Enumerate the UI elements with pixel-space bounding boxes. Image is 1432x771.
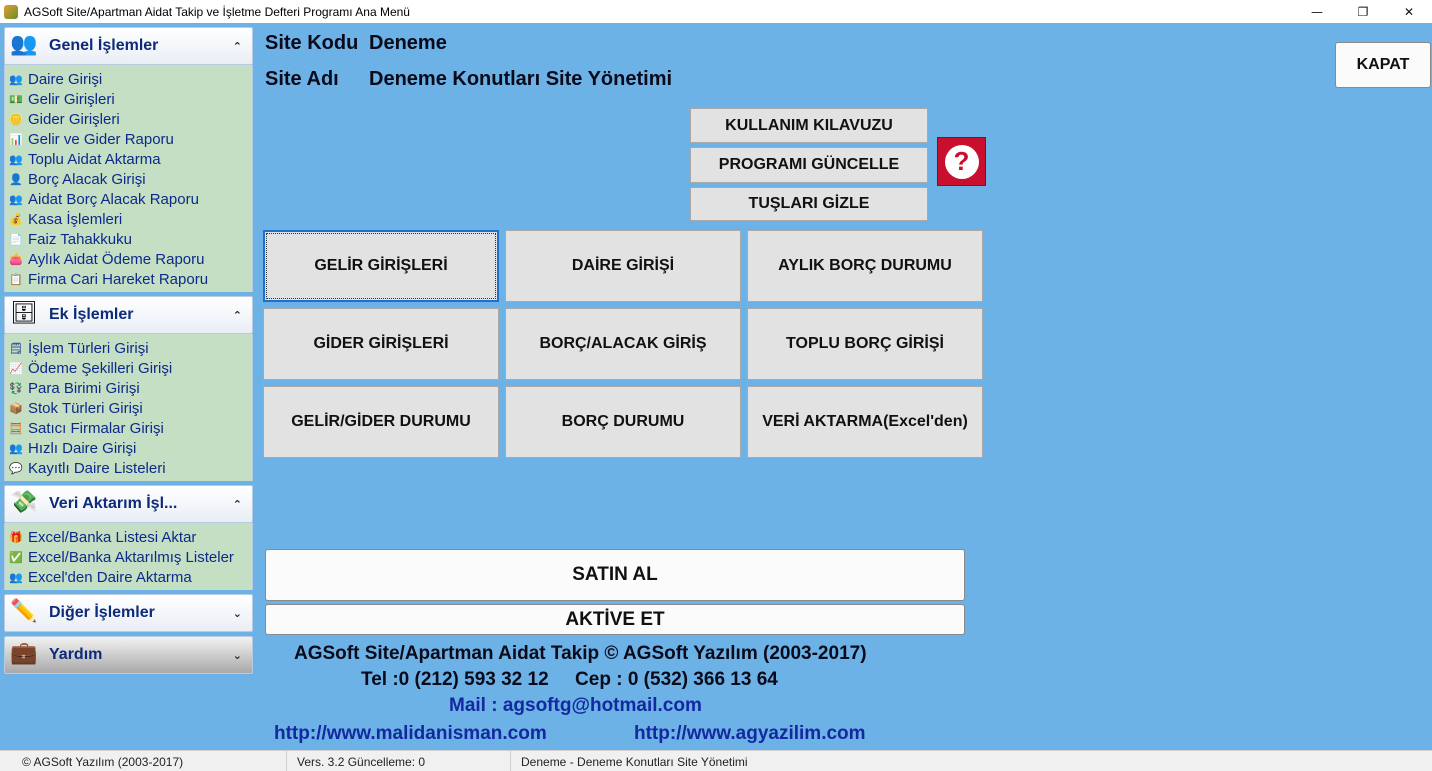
sidebar-item-aidat-borc-alacak-raporu[interactable]: 👥 Aidat Borç Alacak Raporu (9, 190, 199, 208)
toplu-borc-girisi-button[interactable]: TOPLU BORÇ GİRİŞİ (747, 308, 983, 380)
people-icon: 👥 (9, 193, 23, 206)
sidebar-group-header[interactable] (4, 27, 253, 65)
cashbox-icon: 💰 (9, 213, 23, 226)
app-icon (4, 5, 18, 19)
document-icon: 📄 (9, 233, 23, 246)
sidebar-item-excel-banka-listesi-aktar[interactable]: 🎁 Excel/Banka Listesi Aktar (9, 528, 197, 546)
sidebar-group-items (4, 523, 253, 590)
mail-text: Mail : agsoftg@hotmail.com (449, 695, 702, 716)
form-icon: 🗒 (9, 342, 23, 355)
status-site: Deneme - Deneme Konutları Site Yönetimi (521, 754, 748, 769)
sidebar-item-islem-turleri-girisi[interactable]: 🗒 İşlem Türleri Girişi (9, 339, 149, 357)
sidebar-group-veri-aktarim (4, 485, 253, 590)
group-label: Veri Aktarım İşl... (49, 495, 178, 512)
sidebar-item-stok-turleri-girisi[interactable]: 📦 Stok Türleri Girişi (9, 399, 143, 417)
sidebar-group-diger-islemler (4, 594, 253, 632)
sidebar-group-header[interactable] (4, 485, 253, 523)
site-name-label: Site Adı (265, 68, 339, 90)
pencil-icon: ✏️ (10, 598, 38, 624)
people-icon: 👥 (10, 31, 38, 57)
daire-girisi-button[interactable]: DAİRE GİRİŞİ (505, 230, 741, 302)
sidebar-item-firma-cari-hareket-raporu[interactable]: 📋 Firma Cari Hareket Raporu (9, 270, 209, 288)
borc-alacak-giris-button[interactable]: BORÇ/ALACAK GİRİŞ (505, 308, 741, 380)
window-controls (1294, 0, 1432, 23)
sidebar-item-gelir-girisleri[interactable]: 💵 Gelir Girişleri (9, 90, 115, 108)
sidebar-item-aylik-aidat-odeme-raporu[interactable]: 👛 Aylık Aidat Ödeme Raporu (9, 250, 205, 268)
sidebar-item-kayitli-daire-listeleri[interactable]: 💬 Kayıtlı Daire Listeleri (9, 459, 166, 477)
report-icon: 📊 (9, 133, 23, 146)
close-button[interactable]: KAPAT (1335, 42, 1431, 88)
sidebar-item-excelden-daire-aktarma[interactable]: 👥 Excel'den Daire Aktarma (9, 568, 192, 586)
site-code-label: Site Kodu (265, 32, 359, 54)
sidebar-item-borc-alacak-girisi[interactable]: 👤 Borç Alacak Girişi (9, 170, 146, 188)
status-bar (0, 750, 1432, 771)
sidebar-group-header[interactable] (4, 594, 253, 632)
package-icon: 🎁 (9, 531, 23, 544)
chat-icon: 💬 (9, 462, 23, 475)
people-icon: 👥 (9, 73, 23, 86)
sidebar-group-header[interactable] (4, 636, 253, 674)
checklist-icon: ✅ (9, 551, 23, 564)
cash-register-icon: 🗄 (10, 300, 38, 326)
briefcase-icon: 💼 (10, 640, 38, 666)
website-link-2[interactable]: http://www.agyazilim.com (634, 723, 866, 744)
group-label: Ek İşlemler (49, 306, 134, 323)
chart-icon: 📈 (9, 362, 23, 375)
sidebar-item-faiz-tahakkuku[interactable]: 📄 Faiz Tahakkuku (9, 230, 132, 248)
sidebar-group-yardim (4, 636, 253, 674)
gelir-gider-durumu-button[interactable]: GELİR/GİDER DURUMU (263, 386, 499, 458)
sidebar-item-kasa-islemleri[interactable]: 💰 Kasa İşlemleri (9, 210, 123, 228)
chevron-up-icon[interactable]: ⌃ (232, 39, 242, 53)
status-version: Vers. 3.2 Güncelleme: 0 (287, 751, 511, 771)
help-button[interactable] (937, 137, 986, 186)
update-program-button[interactable]: PROGRAMI GÜNCELLE (690, 147, 928, 183)
wallet-icon: 👛 (9, 253, 23, 266)
copyright-text: AGSoft Site/Apartman Aidat Takip © AGSoft Yazılım (2003-2017) (294, 643, 867, 664)
chevron-up-icon[interactable]: ⌃ (232, 497, 242, 511)
site-code-value: Deneme (369, 32, 447, 54)
activate-button[interactable]: AKTİVE ET (265, 604, 965, 635)
site-name-line (265, 68, 672, 91)
currency-icon: 💱 (9, 382, 23, 395)
sidebar-item-daire-girisi[interactable]: 👥 Daire Girişi (9, 70, 103, 88)
calculator-icon: 🧮 (9, 422, 23, 435)
people-icon: 👥 (9, 571, 23, 584)
borc-durumu-button[interactable]: BORÇ DURUMU (505, 386, 741, 458)
group-label: Genel İşlemler (49, 37, 159, 54)
money-stack-icon: 💸 (10, 489, 38, 515)
user-icon: 👤 (9, 173, 23, 186)
sidebar-item-para-birimi-girisi[interactable]: 💱 Para Birimi Girişi (9, 379, 140, 397)
sidebar-group-items (4, 334, 253, 481)
box-icon: 📦 (9, 402, 23, 415)
sidebar-item-hizli-daire-girisi[interactable]: 👥 Hızlı Daire Girişi (9, 439, 137, 457)
sidebar-item-toplu-aidat-aktarma[interactable]: 👥 Toplu Aidat Aktarma (9, 150, 161, 168)
buy-button[interactable]: SATIN AL (265, 549, 965, 601)
money-icon: 💵 (9, 93, 23, 106)
status-copyright: © AGSoft Yazılım (2003-2017) (0, 751, 287, 771)
chevron-up-icon[interactable]: ⌃ (232, 308, 242, 322)
group-label: Yardım (49, 646, 103, 663)
aylik-borc-durumu-button[interactable]: AYLIK BORÇ DURUMU (747, 230, 983, 302)
website-link-1[interactable]: http://www.malidanisman.com (274, 723, 547, 744)
sidebar-group-ek-islemler (4, 296, 253, 481)
gider-girisleri-button[interactable]: GİDER GİRİŞLERİ (263, 308, 499, 380)
people-icon: 👥 (9, 153, 23, 166)
gelir-girisleri-button[interactable]: GELİR GİRİŞLERİ (263, 230, 499, 302)
user-manual-button[interactable]: KULLANIM KILAVUZU (690, 108, 928, 143)
restore-button[interactable]: ❐ (1357, 4, 1369, 19)
sidebar-group-header[interactable] (4, 296, 253, 334)
sidebar-item-satici-firmalar-girisi[interactable]: 🧮 Satıcı Firmalar Girişi (9, 419, 164, 437)
sidebar-group-items (4, 65, 253, 292)
sidebar (4, 27, 253, 678)
group-label: Diğer İşlemler (49, 604, 155, 621)
sidebar-group-genel-islemler (4, 27, 253, 292)
title-bar (0, 0, 1432, 23)
window-title: AGSoft Site/Apartman Aidat Takip ve İşletme Defteri Programı Ana Menü (24, 4, 410, 19)
veri-aktarma-button[interactable]: VERİ AKTARMA(Excel'den) (747, 386, 983, 458)
site-name-value: Deneme Konutları Site Yönetimi (369, 68, 673, 90)
list-icon: 📋 (9, 273, 23, 286)
people-icon: 👥 (9, 442, 23, 455)
sidebar-item-gelir-gider-raporu[interactable]: 📊 Gelir ve Gider Raporu (9, 130, 174, 148)
chevron-down-icon[interactable]: ⌄ (232, 606, 242, 620)
chevron-down-icon[interactable]: ⌄ (232, 648, 242, 662)
site-code-line (265, 32, 447, 55)
sidebar-item-excel-banka-aktarilmis-listeler[interactable]: ✅ Excel/Banka Aktarılmış Listeler (9, 548, 234, 566)
close-window-button[interactable]: ✕ (1403, 4, 1415, 19)
coins-icon: 🪙 (9, 113, 23, 126)
minimize-button[interactable]: — (1311, 4, 1323, 19)
question-icon: ? (945, 145, 979, 179)
phone-text: Tel :0 (212) 593 32 12 Cep : 0 (532) 366 13 64 (361, 669, 778, 690)
sidebar-item-gider-girisleri[interactable]: 🪙 Gider Girişleri (9, 110, 120, 128)
sidebar-item-odeme-sekilleri-girisi[interactable]: 📈 Ödeme Şekilleri Girişi (9, 359, 173, 377)
hide-keys-button[interactable]: TUŞLARI GİZLE (690, 187, 928, 221)
